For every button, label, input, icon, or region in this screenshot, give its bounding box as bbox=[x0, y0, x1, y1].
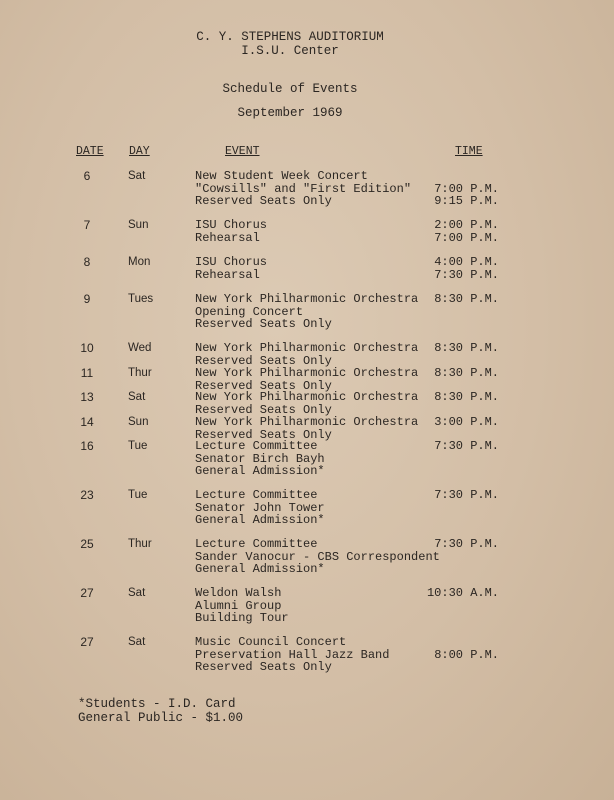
event-day: Sat bbox=[128, 170, 146, 182]
event-date: 27 bbox=[80, 635, 94, 649]
event-line: Reserved Seats Only bbox=[195, 660, 332, 674]
event-line: General Admission* bbox=[195, 513, 325, 527]
event-time: 7:30 P.M. bbox=[434, 537, 499, 551]
event-time: 2:00 P.M. bbox=[434, 218, 499, 232]
event-time bbox=[434, 636, 499, 649]
schedule-month: September 1969 bbox=[237, 106, 343, 120]
event-line: Reserved Seats Only bbox=[195, 353, 332, 368]
event-description bbox=[195, 489, 325, 527]
column-header-event: EVENT bbox=[225, 145, 260, 158]
event-day: Sun bbox=[128, 416, 149, 428]
event-description bbox=[195, 342, 418, 367]
event-day: Tues bbox=[128, 293, 154, 305]
event-times bbox=[434, 293, 499, 306]
event-time: 9:15 P.M. bbox=[434, 194, 499, 208]
event-description bbox=[195, 170, 411, 208]
event-line: General Admission* bbox=[195, 562, 325, 576]
event-time: 10:30 A.M. bbox=[426, 586, 499, 600]
event-time bbox=[434, 170, 499, 183]
event-description bbox=[195, 440, 325, 478]
event-date: 13 bbox=[80, 390, 94, 404]
event-day: Sun bbox=[128, 219, 149, 231]
schedule-title: Schedule of Events bbox=[222, 82, 358, 96]
event-time: 7:30 P.M. bbox=[434, 267, 499, 282]
event-date: 7 bbox=[83, 218, 91, 232]
event-time: 8:30 P.M. bbox=[434, 390, 499, 404]
event-day: Mon bbox=[128, 256, 151, 268]
column-header-time: TIME bbox=[455, 145, 483, 158]
event-time: 8:00 P.M. bbox=[434, 647, 499, 662]
column-header-date: DATE bbox=[76, 145, 104, 158]
event-description bbox=[195, 293, 418, 331]
event-times bbox=[434, 391, 499, 404]
event-time: 4:00 P.M. bbox=[434, 255, 499, 269]
event-description bbox=[195, 391, 418, 416]
event-line: Lecture Committee bbox=[195, 488, 318, 502]
event-time: 8:30 P.M. bbox=[434, 366, 499, 380]
event-line: New York Philharmonic Orchestra bbox=[195, 415, 419, 429]
event-line: Senator John Tower bbox=[195, 500, 325, 515]
venue-title: C. Y. STEPHENS AUDITORIUM bbox=[196, 30, 384, 44]
event-line: Building Tour bbox=[195, 611, 289, 625]
event-line: Senator Birch Bayh bbox=[195, 451, 325, 466]
event-description bbox=[195, 636, 389, 674]
event-line: Lecture Committee bbox=[195, 537, 318, 551]
footnote bbox=[78, 697, 243, 725]
event-date: 9 bbox=[83, 292, 91, 306]
event-times bbox=[434, 342, 499, 355]
event-line: New York Philharmonic Orchestra bbox=[195, 366, 419, 380]
event-day: Tue bbox=[128, 440, 148, 452]
event-line: Music Council Concert bbox=[195, 635, 347, 649]
event-day: Sat bbox=[128, 636, 146, 648]
event-date: 6 bbox=[83, 169, 91, 183]
event-description bbox=[195, 219, 267, 244]
event-times bbox=[434, 367, 499, 380]
event-times bbox=[434, 170, 499, 208]
event-day: Thur bbox=[128, 538, 152, 550]
footnote-public: General Public - $1.00 bbox=[78, 711, 244, 725]
event-date: 10 bbox=[80, 341, 94, 355]
event-line: ISU Chorus bbox=[195, 218, 268, 232]
event-line: Reserved Seats Only bbox=[195, 194, 332, 208]
event-line: New York Philharmonic Orchestra bbox=[195, 390, 419, 404]
event-description bbox=[195, 538, 440, 576]
event-date: 27 bbox=[80, 586, 94, 600]
event-line: New Student Week Concert bbox=[195, 169, 368, 183]
event-line: Sander Vanocur - CBS Correspondent bbox=[195, 549, 440, 564]
event-line: Reserved Seats Only bbox=[195, 402, 332, 417]
column-header-day: DAY bbox=[129, 145, 150, 158]
event-line: Reserved Seats Only bbox=[195, 317, 332, 331]
center-subtitle: I.S.U. Center bbox=[241, 44, 339, 58]
event-line: Lecture Committee bbox=[195, 439, 318, 453]
event-times bbox=[434, 219, 499, 244]
event-date: 23 bbox=[80, 488, 94, 502]
event-line: General Admission* bbox=[195, 464, 325, 478]
event-date: 16 bbox=[80, 439, 94, 453]
event-time: 7:00 P.M. bbox=[434, 230, 499, 245]
event-line: Alumni Group bbox=[195, 598, 282, 613]
event-times bbox=[434, 416, 499, 429]
event-time: 7:00 P.M. bbox=[434, 181, 499, 196]
event-date: 11 bbox=[80, 366, 94, 380]
event-day: Sat bbox=[128, 391, 146, 403]
event-line: ISU Chorus bbox=[195, 255, 268, 269]
event-times bbox=[434, 256, 499, 281]
event-line: Weldon Walsh bbox=[195, 586, 282, 600]
event-description bbox=[195, 367, 418, 392]
event-day: Tue bbox=[128, 489, 148, 501]
event-times bbox=[434, 636, 499, 661]
event-line: Rehearsal bbox=[195, 230, 260, 245]
event-times bbox=[427, 587, 499, 600]
event-day: Thur bbox=[128, 367, 152, 379]
event-description bbox=[195, 416, 418, 441]
event-time: 7:30 P.M. bbox=[434, 488, 499, 502]
footnote-students: *Students - I.D. Card bbox=[78, 697, 236, 711]
event-line: Rehearsal bbox=[195, 267, 260, 282]
event-date: 8 bbox=[83, 255, 91, 269]
event-times bbox=[434, 440, 499, 453]
event-time: 8:30 P.M. bbox=[434, 292, 499, 306]
event-line: Reserved Seats Only bbox=[195, 378, 332, 393]
event-day: Wed bbox=[128, 342, 152, 354]
event-date: 14 bbox=[80, 415, 94, 429]
event-times bbox=[434, 489, 499, 502]
event-line: New York Philharmonic Orchestra bbox=[195, 292, 419, 306]
event-time: 8:30 P.M. bbox=[434, 341, 499, 355]
event-line: Reserved Seats Only bbox=[195, 427, 332, 442]
event-description bbox=[195, 587, 289, 625]
event-line: Preservation Hall Jazz Band bbox=[195, 647, 390, 662]
event-time: 3:00 P.M. bbox=[434, 415, 499, 429]
event-times bbox=[434, 538, 499, 551]
event-day: Sat bbox=[128, 587, 146, 599]
event-line: Opening Concert bbox=[195, 304, 304, 319]
event-description bbox=[195, 256, 267, 281]
event-date: 25 bbox=[80, 537, 94, 551]
event-time: 7:30 P.M. bbox=[434, 439, 499, 453]
event-line: New York Philharmonic Orchestra bbox=[195, 341, 419, 355]
event-line: "Cowsills" and "First Edition" bbox=[195, 181, 412, 196]
